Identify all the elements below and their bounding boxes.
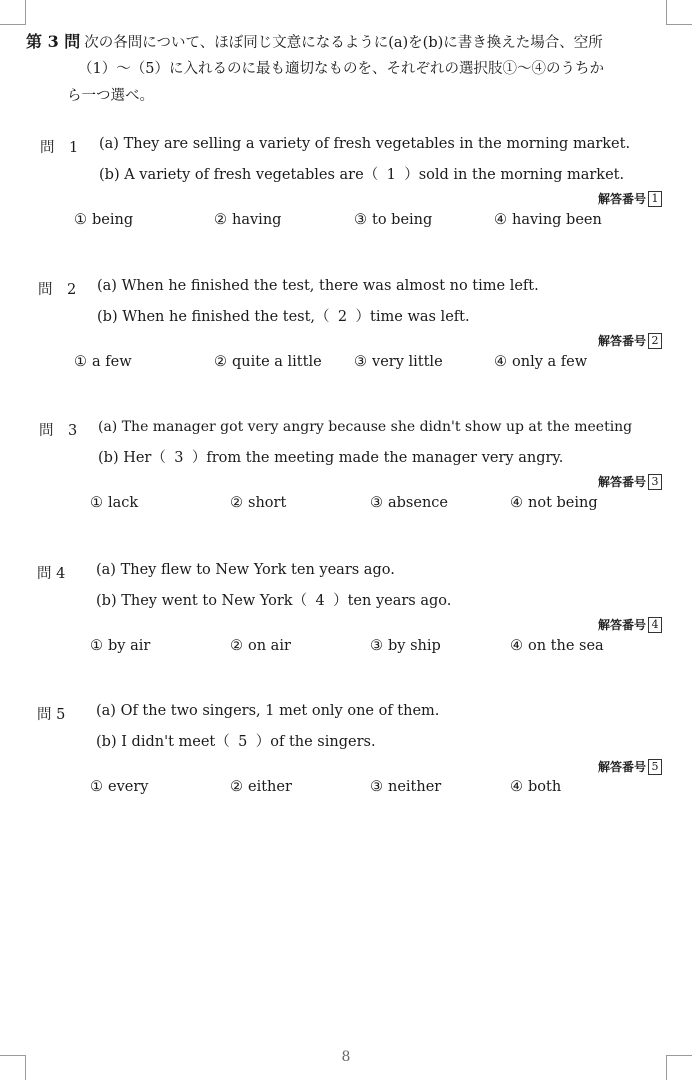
option-text: neither [388,779,442,795]
option-number: ④ [510,779,523,795]
option-1[interactable] [90,638,150,654]
option-4[interactable] [510,779,561,795]
answer-number-label [598,616,662,633]
blank-number: 5 [238,734,248,750]
question-label: 問 2 [38,282,77,298]
option-text: both [528,779,562,795]
sentence-b-end: ）ten years ago. [333,593,452,609]
instruction-line-2: （1）～（5）に入れるのに最も適切なものを、それぞれの選択肢①～④のうちか [78,61,604,77]
option-text: on the sea [528,638,604,654]
option-2[interactable] [230,779,292,795]
blank-number: 3 [174,450,184,466]
section-title: 第 3 問 [26,32,81,51]
option-number: ① [90,779,103,795]
option-text: short [248,495,287,511]
question-4 [0,562,692,682]
answer-label-text: 解答番号 [597,618,646,632]
sentence-b-end: ）from the meeting made the manager very angry. [191,450,564,466]
option-number: ② [214,354,227,370]
answer-number-label [598,332,662,349]
option-2[interactable] [230,638,291,654]
page-number: 8 [341,1049,351,1065]
option-number: ③ [370,638,383,654]
sentence-a: (a) The manager got very angry because she didn't show up at the meeting [98,419,633,435]
answer-number-label [598,473,662,490]
sentence-b-start: (b) When he finished the test,（ [97,309,330,325]
option-1[interactable] [90,495,138,511]
option-4[interactable] [510,495,598,511]
option-2[interactable] [214,212,281,228]
question-1 [0,136,692,256]
option-number: ④ [510,638,523,654]
answer-label-text: 解答番号 [597,475,646,489]
option-number: ② [230,779,243,795]
option-text: by ship [388,638,441,654]
question-label: 問 3 [39,423,78,439]
sentence-b-end: ）of the singers. [255,734,376,750]
sentence-a: (a) When he finished the test, there was almost no time left. [97,278,539,294]
question-label: 問 1 [40,140,79,156]
sentence-a: (a) Of the two singers, 1 met only one of them. [96,703,440,719]
instruction-line-3: ら一つ選べ。 [67,88,154,104]
option-3[interactable] [370,495,448,511]
crop-mark-top-right [666,0,692,25]
crop-mark-top-left [0,0,26,25]
answer-number-label [598,758,662,775]
sentence-b-start: (b) Her（ [98,450,166,466]
instruction-text-1: 次の各問について、ほぼ同じ文意になるように(a)を(b)に書き換えた場合、空所 [84,35,603,51]
option-text: to being [372,212,433,228]
option-text: quite a little [232,354,322,370]
option-3[interactable] [354,212,432,228]
option-text: by air [108,638,151,654]
option-1[interactable] [74,212,133,228]
option-4[interactable] [510,638,604,654]
sentence-b [98,446,563,467]
option-text: every [108,779,149,795]
sentence-a: (a) They flew to New York ten years ago. [96,562,395,578]
option-text: not being [528,495,598,511]
option-number: ④ [510,495,523,511]
option-text: either [248,779,292,795]
option-4[interactable] [494,354,587,370]
option-2[interactable] [230,495,286,511]
blank-number: 2 [337,309,348,325]
option-number: ② [214,212,227,228]
answer-label-text: 解答番号 [597,192,646,206]
answer-number-label [598,190,662,207]
answer-label-text: 解答番号 [597,334,646,348]
option-number: ④ [494,354,507,370]
option-3[interactable] [370,638,441,654]
answer-label-text: 解答番号 [597,760,646,774]
option-1[interactable] [74,354,132,370]
sentence-b-start: (b) I didn't meet（ [96,734,230,750]
sentence-b [97,305,470,326]
option-text: only a few [512,354,588,370]
option-number: ② [230,638,243,654]
option-text: being [92,212,134,228]
option-number: ③ [354,212,367,228]
answer-box: 2 [648,333,662,349]
sentence-a: (a) They are selling a variety of fresh vegetables in the morning market. [99,136,631,152]
option-number: ③ [354,354,367,370]
option-number: ① [90,638,103,654]
option-text: absence [388,495,448,511]
answer-box: 4 [648,617,662,633]
option-number: ① [74,212,87,228]
option-number: ① [74,354,87,370]
option-3[interactable] [354,354,443,370]
option-number: ① [90,495,103,511]
option-2[interactable] [214,354,322,370]
sentence-b-start: (b) They went to New York（ [96,593,308,609]
question-5 [0,703,692,823]
question-3 [0,419,692,539]
question-label: 問 4 [37,566,66,582]
sentence-b-start: (b) A variety of fresh vegetables are（ [99,167,379,183]
option-text: having been [512,212,602,228]
blank-number: 4 [315,593,325,609]
option-number: ② [230,495,243,511]
option-number: ③ [370,495,383,511]
instruction-line-1 [26,28,603,57]
option-text: a few [92,354,132,370]
sentence-b [96,589,451,610]
option-text: lack [108,495,139,511]
answer-box: 5 [648,759,662,775]
sentence-b [96,730,376,751]
sentence-b [99,163,624,184]
option-number: ③ [370,779,383,795]
option-number: ④ [494,212,507,228]
option-1[interactable] [90,779,148,795]
option-text: having [232,212,282,228]
answer-box: 1 [648,191,662,207]
option-text: on air [248,638,291,654]
answer-box: 3 [648,474,662,490]
option-3[interactable] [370,779,441,795]
option-text: very little [372,354,443,370]
sentence-b-end: ）sold in the morning market. [404,167,625,183]
question-2 [0,278,692,398]
blank-number: 1 [386,167,396,183]
option-4[interactable] [494,212,602,228]
sentence-b-end: ）time was left. [355,309,470,325]
question-label: 問 5 [37,707,66,723]
